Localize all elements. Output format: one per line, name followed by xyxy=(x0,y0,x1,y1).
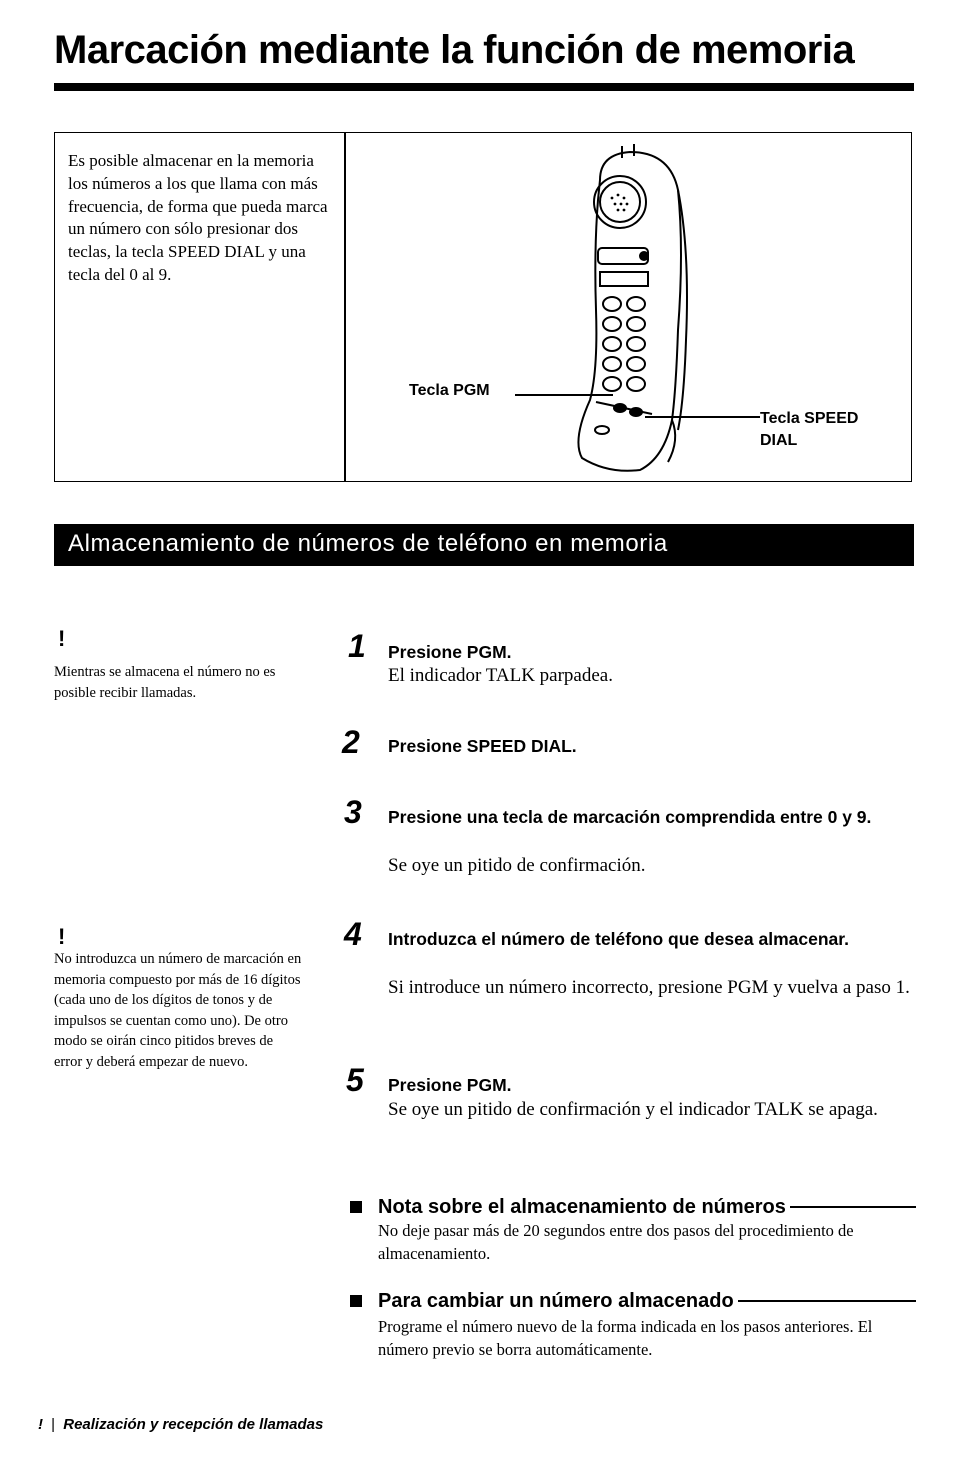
footer-page-number: ! xyxy=(38,1416,43,1433)
step-body-4: Si introduce un número incorrecto, presione PGM y vuelva a paso 1. xyxy=(388,977,910,998)
note-body-change: Programe el número nuevo de la forma indicada en los pasos anteriores. El número previo se borra automáticamente. xyxy=(378,1317,873,1359)
step-number-4: 4 xyxy=(344,916,362,952)
bullet-square xyxy=(350,1295,362,1307)
heading-rule xyxy=(738,1300,916,1302)
section-title: Almacenamiento de números de teléfono en memoria xyxy=(68,530,668,557)
page-footer xyxy=(38,1416,323,1433)
callout-speed-dial-line1: Tecla SPEED xyxy=(760,410,859,427)
step-title-2: Presione SPEED DIAL. xyxy=(388,736,577,756)
step-number-3: 3 xyxy=(344,794,362,830)
step-body-5: Se oye un pitido de confirmación y el indicador TALK se apaga. xyxy=(388,1099,878,1120)
callout-pgm-leader xyxy=(515,394,613,396)
warning-mark-1: ! xyxy=(58,626,66,651)
step-number-2: 2 xyxy=(342,724,360,760)
section-header xyxy=(54,524,914,566)
note-body-storage: No deje pasar más de 20 segundos entre dos pasos del procedimiento de almacenamiento. xyxy=(378,1221,854,1263)
step-body-1: El indicador TALK parpadea. xyxy=(388,665,613,686)
side-note-2: No introduzca un número de marcación en memoria compuesto por más de 16 dígitos (cada uno de los dígitos de tonos y de impulsos se cuentan como uno). De otro modo se oirán cinco pitidos breves de error y deberá empezar de nuevo. xyxy=(54,951,302,1070)
callout-speed-dial xyxy=(760,408,858,452)
callout-speed-dial-line2: DIAL xyxy=(760,432,798,449)
handset-illustration xyxy=(560,140,700,480)
step-number-1: 1 xyxy=(348,628,366,664)
footer-separator: | xyxy=(51,1416,56,1433)
bullet-square xyxy=(350,1201,362,1213)
page-title: Marcación mediante la función de memoria xyxy=(54,28,855,72)
note-heading-storage-text: Nota sobre el almacenamiento de números xyxy=(378,1196,786,1218)
step-title-4: Introduzca el número de teléfono que desea almacenar. xyxy=(388,929,849,949)
step-title-3: Presione una tecla de marcación comprendida entre 0 y 9. xyxy=(388,807,872,827)
note-heading-change-text: Para cambiar un número almacenado xyxy=(378,1290,734,1312)
callout-speed-dial-leader xyxy=(645,416,760,418)
note-heading-change xyxy=(350,1289,916,1313)
footer-section: Realización y recepción de llamadas xyxy=(63,1416,324,1433)
step-body-3: Se oye un pitido de confirmación. xyxy=(388,855,646,876)
step-number-5: 5 xyxy=(346,1062,364,1098)
step-title-5: Presione PGM. xyxy=(388,1075,512,1095)
intro-text: Es posible almacenar en la memoria los números a los que llama con más frecuencia, de forma que pueda marca un número con sólo presionar dos teclas, la tecla SPEED DIAL y una tecla del 0 al 9. xyxy=(68,151,328,284)
side-note-1: Mientras se almacena el número no es posible recibir llamadas. xyxy=(54,664,276,701)
step-title-1: Presione PGM. xyxy=(388,642,512,662)
title-rule xyxy=(54,83,914,91)
callout-pgm: Tecla PGM xyxy=(409,382,490,399)
note-heading-storage xyxy=(350,1195,916,1219)
intro-divider xyxy=(344,132,346,482)
heading-rule xyxy=(790,1206,916,1208)
warning-mark-2: ! xyxy=(58,924,66,949)
